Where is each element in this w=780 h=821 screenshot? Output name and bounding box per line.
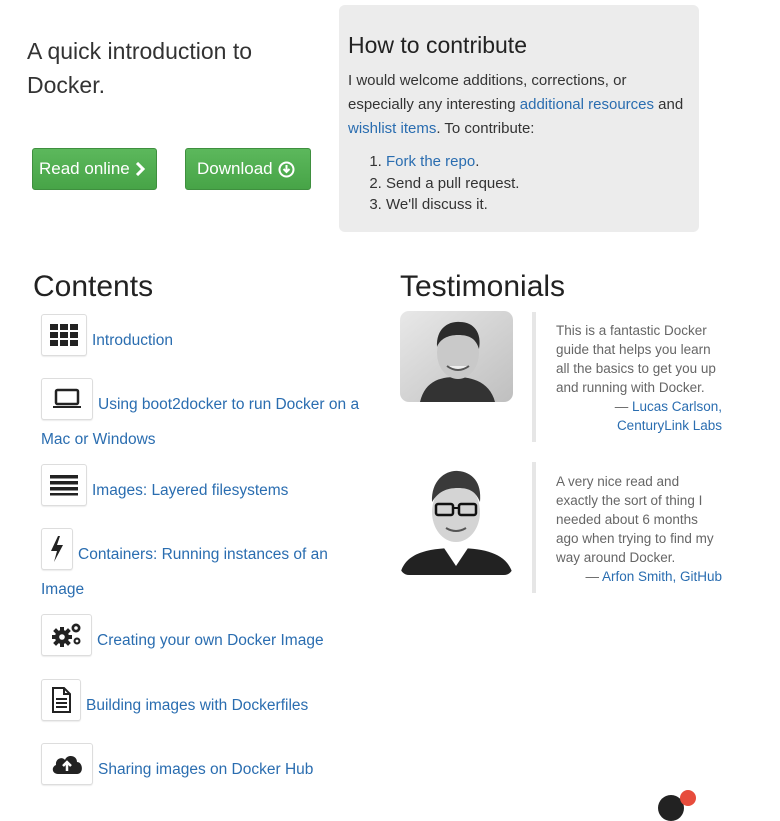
contents-title: Contents [33,270,154,303]
testimonial-1 [532,312,722,442]
grid-icon [41,314,87,356]
testimonial-cite-1 [556,397,722,435]
toc-item-containers[interactable] [41,534,371,604]
toc-item-boot2docker[interactable] [41,384,371,454]
laptop-icon [41,378,93,420]
download-label: Download [197,159,273,178]
step-fork [386,151,689,173]
intro-text: A quick introduction to Docker. [27,38,253,98]
contribute-text [348,69,689,141]
contribute-box [339,5,699,232]
testimonial-cite-2 [556,567,722,586]
toc-item-images[interactable] [41,470,371,512]
document-icon [41,679,81,721]
toc-link[interactable]: Building images with Dockerfiles [86,697,309,715]
testimonial-photo-1 [400,311,513,402]
read-online-label: Read online [39,159,130,178]
contribute-text-3: . To contribute: [436,120,535,137]
testimonial-2 [532,462,722,593]
layers-icon [41,464,87,506]
contribute-text-1: I would welcome additions, corrections, or especially any interesting [348,72,627,113]
toc-link[interactable]: Sharing images on Docker Hub [98,761,314,779]
contribute-text-2: and [654,96,684,113]
fork-repo-link[interactable]: Fork the repo [386,153,476,170]
gears-icon [41,614,92,656]
toc-link[interactable]: Images: Layered filesystems [92,482,289,500]
cite-dash: — [585,569,602,584]
notification-badge [680,790,696,806]
testimonial-author-link-2[interactable]: Arfon Smith, GitHub [601,569,722,584]
chevron-right-icon [135,162,145,176]
toc-link[interactable]: Creating your own Docker Image [97,632,324,650]
testimonial-photo-2 [400,462,513,575]
contribute-steps [348,151,689,216]
bolt-icon [41,528,73,570]
read-online-button[interactable] [32,148,157,190]
step-fork-tail: . [475,153,480,170]
testimonial-quote-1: This is a fantastic Docker guide that helps you learn all the basics to get you up and running with Docker. [556,323,716,395]
testimonial-quote-2: A very nice read and exactly the sort of thing I needed about 6 months ago when trying to find my way around Docker. [556,474,714,565]
cite-dash: — [614,399,632,414]
testimonials-title: Testimonials [400,270,566,303]
testimonial-author-link-1[interactable]: Lucas Carlson, CenturyLink Labs [616,399,722,433]
toc-link[interactable]: Using boot2docker to run Docker on a Mac or Windows [41,396,360,448]
toc-item-docker-hub[interactable] [41,749,371,791]
step-pull-request: 2. Send a pull request. [386,173,689,195]
download-button[interactable] [185,148,311,190]
step-discuss: 3. We'll discuss it. [386,194,689,216]
toc-item-creating-image[interactable] [41,620,371,662]
toc-link[interactable]: Introduction [92,332,173,350]
wishlist-items-link[interactable]: wishlist items [348,120,437,137]
toc-item-dockerfiles[interactable] [41,685,371,727]
download-circle-icon [278,161,295,178]
toc-item-introduction[interactable] [41,320,371,362]
additional-resources-link[interactable]: additional resources [519,96,655,113]
contribute-title: How to contribute [348,32,527,58]
toc-link[interactable]: Containers: Running instances of an Image [41,546,328,598]
cloud-upload-icon [41,743,93,785]
